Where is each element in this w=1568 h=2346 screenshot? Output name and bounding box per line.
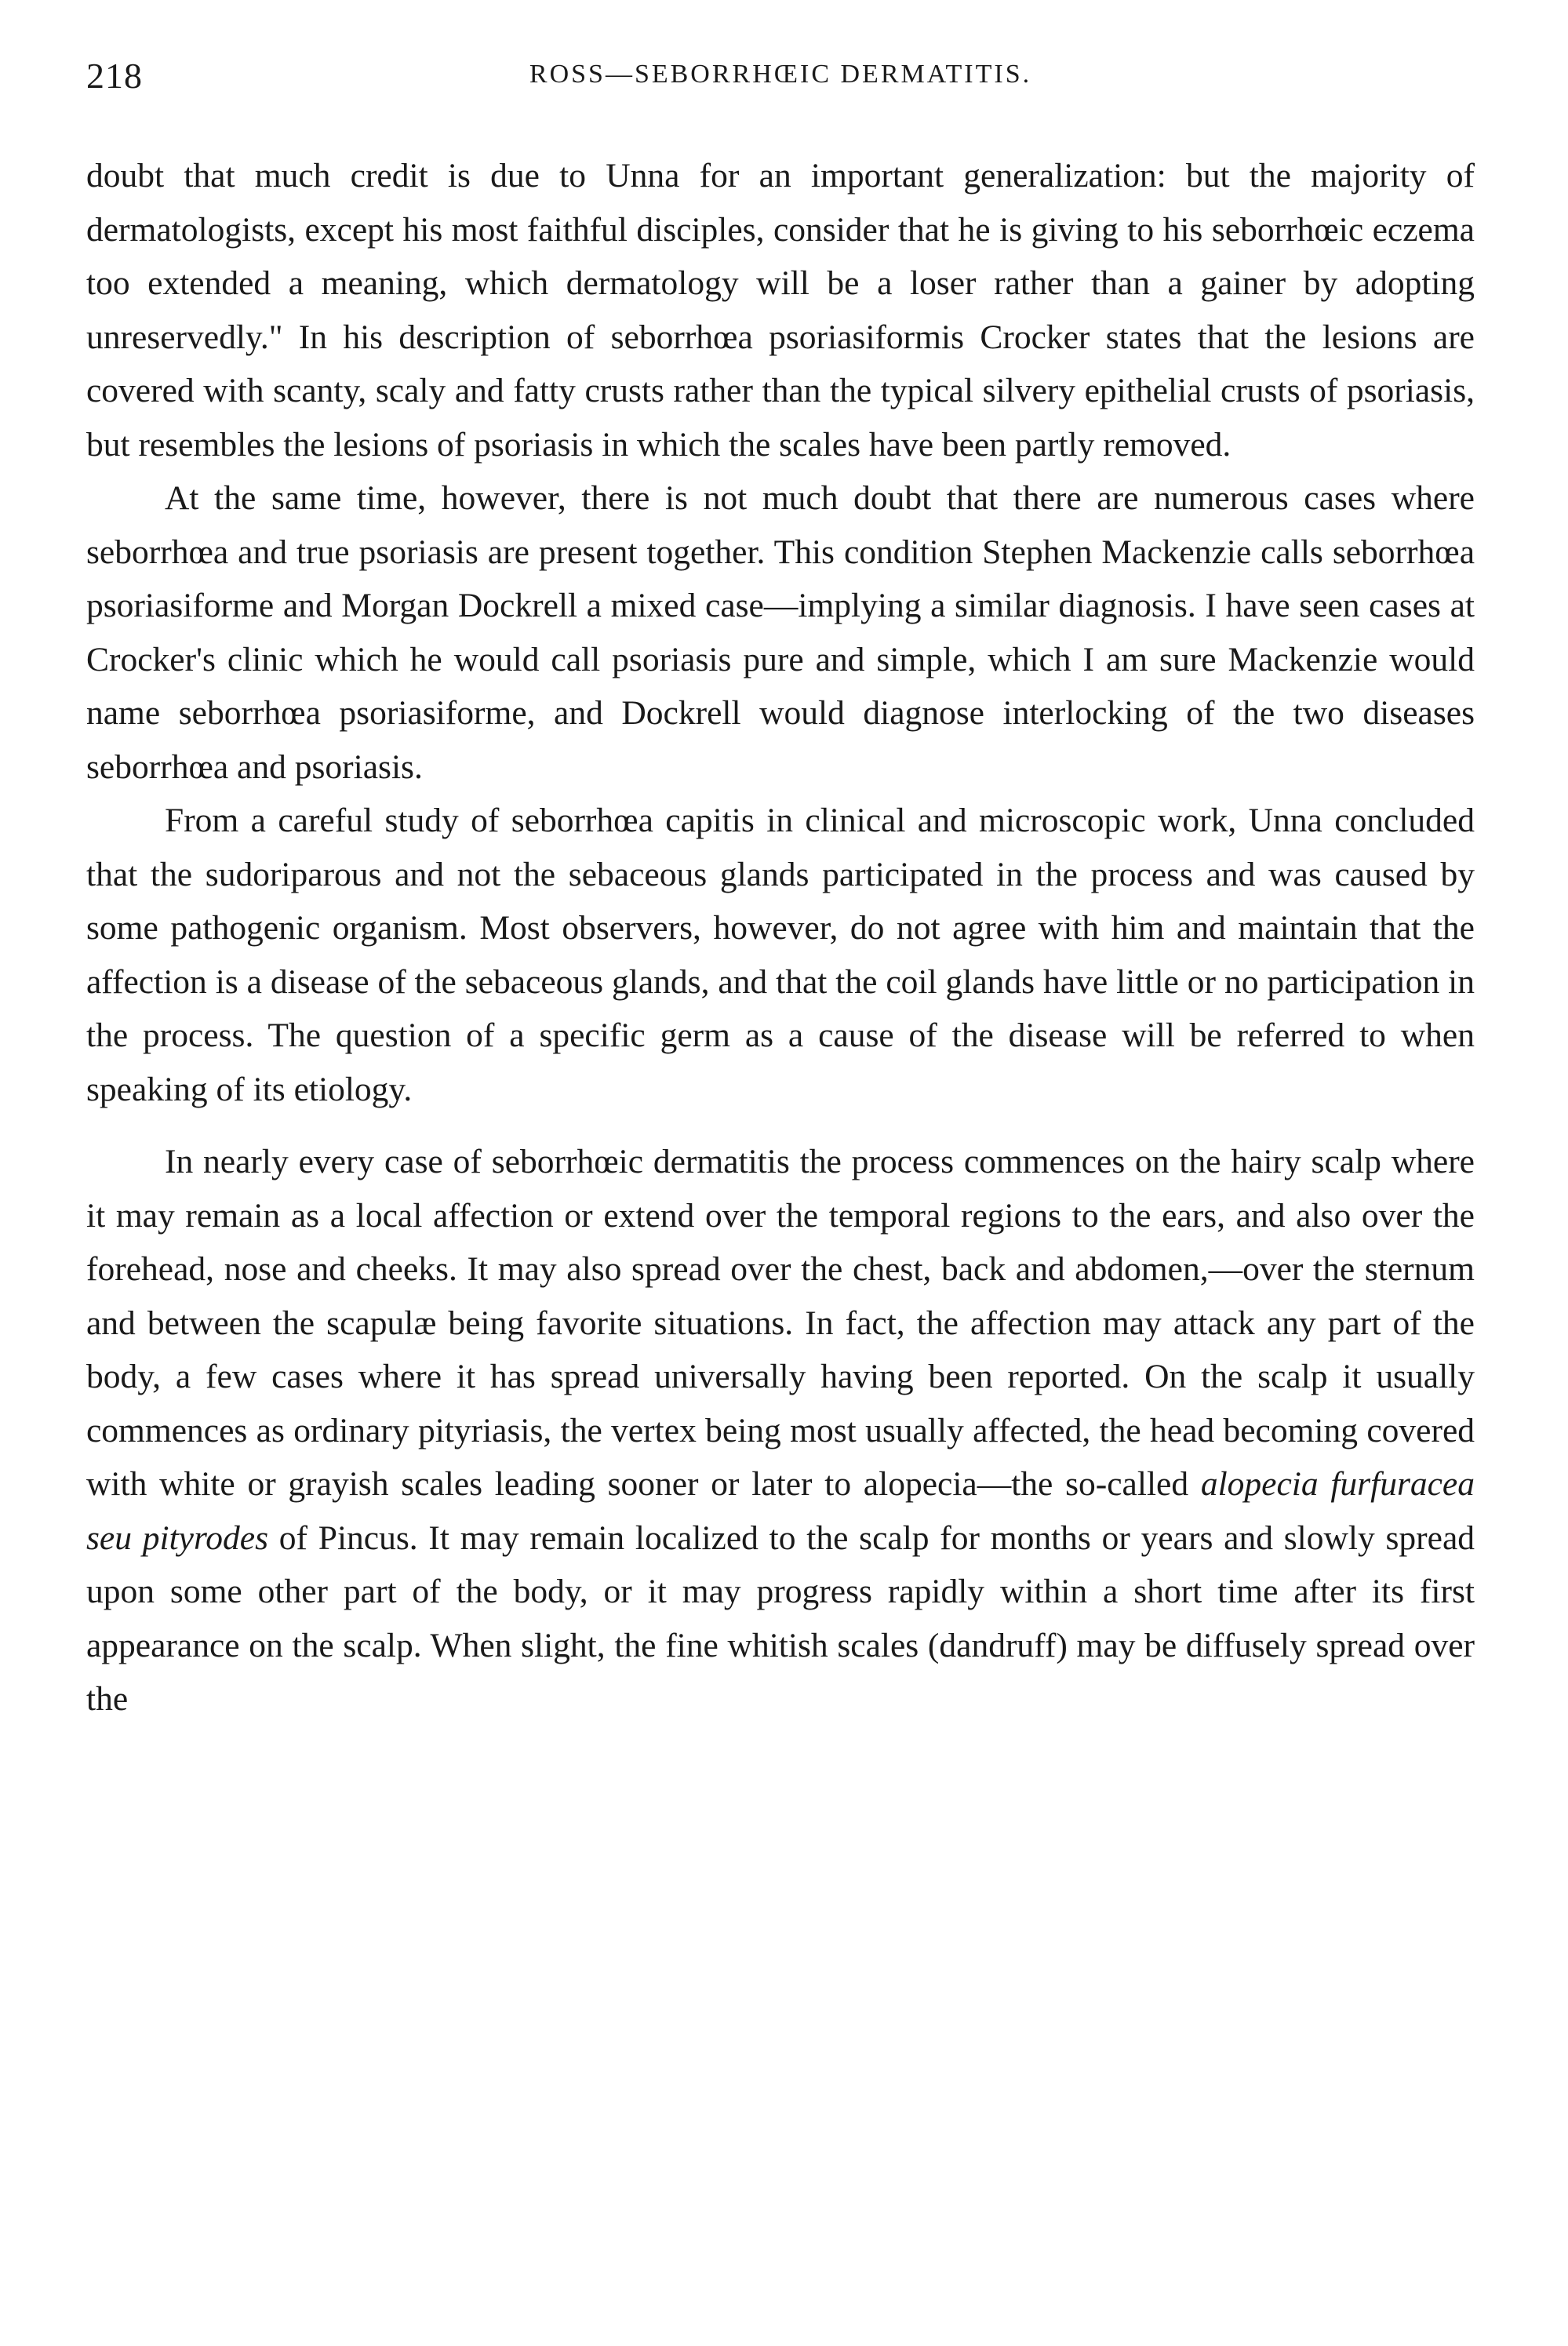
body-paragraph: From a careful study of seborrhœa capitis in clinical and microscopic work, Unna concluded that the sudoriparous and not the sebaceous glands participated in the process and was caused by some pathogenic organism. Most observers, however, do not agree with him and maintain that the affection is a disease of the sebaceous glands, and that the coil glands have little or no participation in the process. The question of a specific germ as a cause of the disease will be referred to when speaking of its etiology. bbox=[86, 802, 1475, 1108]
body-paragraph bbox=[86, 1135, 1475, 1726]
paragraph-text: of Pincus. It may remain localized to the scalp for months or years and slowly spread upon some other part of the body, or it may progress rapidly within a short time after its first appearance on the scalp. When slight, the fine whitish scales (dandruff) may be diffusely spread over the bbox=[86, 1519, 1475, 1718]
book-page bbox=[86, 55, 1475, 2298]
body-paragraph: At the same time, however, there is not much doubt that there are numerous cases where seborrhœa and true psoriasis are present together. This condition Stephen Mackenzie calls seborrhœa psoriasiforme and Morgan Dockrell a mixed case—implying a similar diagnosis. I have seen cases at Crocker's clinic which he would call psoriasis pure and simple, which I am sure Mackenzie would name seborrhœa psoriasiforme, and Dockrell would diagnose interlocking of the two diseases seborrhœa and psoriasis. bbox=[86, 479, 1475, 786]
italic-term: alopecia furfuracea seu pityrodes bbox=[86, 1465, 1475, 1557]
page-number: 218 bbox=[86, 56, 143, 96]
running-title: ROSS—SEBORRHŒIC DERMATITIS. bbox=[529, 60, 1032, 89]
paragraph-text: In nearly every case of seborrhœic dermatitis the process commences on the hairy scalp where it may remain as a local affection or extend over the temporal regions to the ears, and also over the forehead, nose and cheeks. It may also spread over the chest, back and abdomen,—over the sternum and between the scapulæ being favorite situations. In fact, the affection may attack any part of the body, a few cases where it has spread universally having been reported. On the scalp it usually commences as ordinary pityriasis, the vertex being most usually affected, the head becoming covered with white or grayish scales leading sooner or later to alopecia—the so-called bbox=[86, 1143, 1475, 1503]
running-head bbox=[86, 55, 1475, 110]
body-paragraph: doubt that much credit is due to Unna for an important generalization: but the majority of dermatologists, except his most faithful disciples, consider that he is giving to his seborrhœic eczema too extended a meaning, which dermatology will be a loser rather than a gainer by adopting unreservedly." In his description of seborrhœa psoriasiformis Crocker states that the lesions are covered with scanty, scaly and fatty crusts rather than the typical silvery epithelial crusts of psoriasis, but resembles the lesions of psoriasis in which the scales have been partly removed. bbox=[86, 157, 1475, 464]
